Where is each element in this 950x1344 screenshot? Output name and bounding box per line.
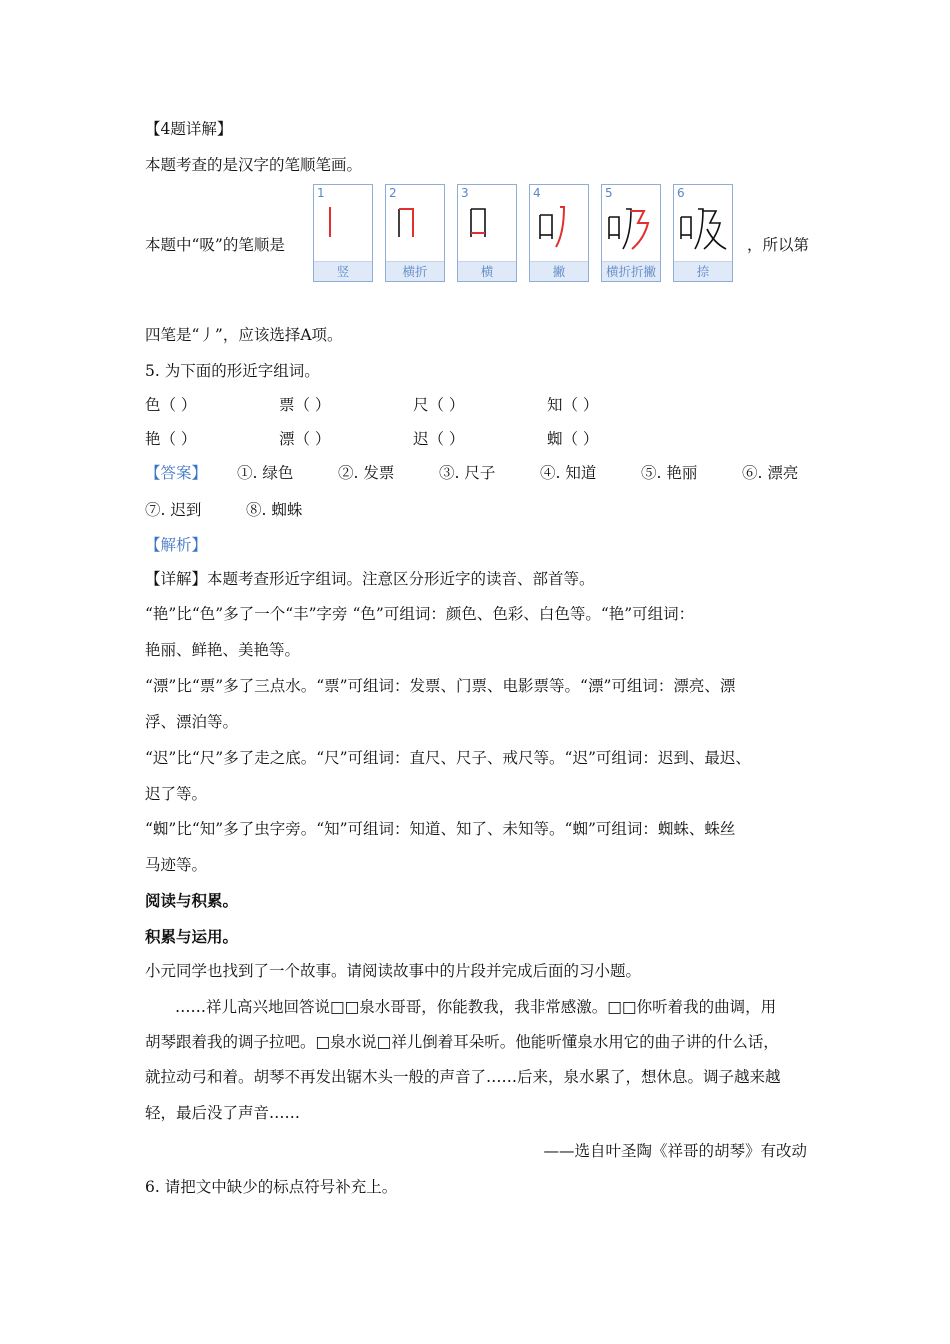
passage-line: 轻，最后没了声音…… [145,1104,301,1122]
passage-line: ……祥儿高兴地回答说□□泉水哥哥，你能教我，我非常感激。□□你听着我的曲调，用 [175,998,777,1016]
stroke-number: 3 [461,186,469,200]
explanation-line: “迟”比“尺”多了走之底。“尺”可组词：直尺、尺子、戒尺等。“迟”可组词：迟到、最迟、 [145,749,751,767]
word-blank: 尺（ ） [413,396,465,414]
stroke-4-glyph [530,195,588,255]
detail-text: 【详解】本题考查形近字组词。注意区分形近字的读音、部首等。 [145,570,595,588]
stroke-order-prefix: 本题中“吸”的笔顺是 [145,236,285,254]
answer-item: ④. 知道 [540,464,597,482]
stroke-name: 横折折撇 [602,261,660,281]
stroke-name: 横 [458,261,516,281]
explanation-line: 艳丽、鲜艳、美艳等。 [145,641,301,659]
answer-item: ③. 尺子 [439,464,496,482]
section-conclusion: 四笔是“丿”，应该选择A项。 [145,326,343,344]
word-blank: 色（ ） [145,396,197,414]
word-blank: 漂（ ） [279,430,331,448]
answer-item: ⑥. 漂亮 [742,464,799,482]
stroke-name: 撇 [530,261,588,281]
passage-source: ——选自叶圣陶《祥哥的胡琴》有改动 [543,1142,807,1160]
stroke-name: 横折 [386,261,444,281]
reading-title: 阅读与积累。 [145,891,239,910]
stroke-number: 2 [389,186,397,200]
stroke-6-glyph [674,195,732,255]
stroke-card-5 [601,184,661,282]
explanation-line: 浮、漂泊等。 [145,713,239,731]
stroke-card-1 [313,184,373,282]
stroke-card-2 [385,184,445,282]
stroke-3-glyph [458,195,516,255]
answer-item: ⑧. 蜘蛛 [246,501,303,519]
answer-label: 【答案】 [145,464,208,482]
word-blank: 知（ ） [547,396,599,414]
stroke-5-glyph [602,195,660,255]
analysis-label: 【解析】 [145,536,208,554]
stroke-order-suffix: ，所以第 [747,236,810,254]
passage-line: 胡琴跟着我的调子拉吧。□泉水说□祥儿倒着耳朵听。他能听懂泉水用它的曲子讲的什么话， [145,1033,779,1051]
explanation-line: 马迹等。 [145,856,208,874]
section-intro: 本题考查的是汉字的笔顺笔画。 [145,156,363,174]
explanation-line: “艳”比“色”多了一个“丰”字旁 “色”可组词：颜色、色彩、白色等。“艳”可组词： [145,605,695,623]
stroke-name: 竖 [314,261,372,281]
word-blank: 票（ ） [279,396,331,414]
section-heading: 【4题详解】 [145,120,233,138]
stroke-name: 捺 [674,261,732,281]
reading-subtitle: 积累与运用。 [145,927,239,946]
stroke-card-3 [457,184,517,282]
answer-item: ②. 发票 [338,464,395,482]
explanation-line: “漂”比“票”多了三点水。“票”可组词：发票、门票、电影票等。“漂”可组词：漂亮、漂 [145,677,736,695]
stroke-card-6 [673,184,733,282]
passage-line: 就拉动弓和着。胡琴不再发出锯木头一般的声音了……后来，泉水累了，想休息。调子越来越 [145,1068,781,1086]
reading-intro: 小元同学也找到了一个故事。请阅读故事中的片段并完成后面的习小题。 [145,962,642,980]
explanation-line: “蜘”比“知”多了虫字旁。“知”可组词：知道、知了、未知等。“蜘”可组词：蜘蛛、蛛丝 [145,820,736,838]
stroke-card-4 [529,184,589,282]
question-6-prompt: 6. 请把文中缺少的标点符号补充上。 [145,1178,398,1196]
explanation-line: 迟了等。 [145,785,208,803]
stroke-2-glyph [386,195,444,255]
question-5-prompt: 5. 为下面的形近字组词。 [145,362,320,380]
word-blank: 艳（ ） [145,430,197,448]
answer-item: ⑤. 艳丽 [641,464,698,482]
stroke-number: 4 [533,186,541,200]
stroke-1-glyph [314,195,372,255]
stroke-number: 6 [677,186,685,200]
word-blank: 迟（ ） [413,430,465,448]
stroke-number: 1 [317,186,325,200]
answer-item: ⑦. 迟到 [145,501,202,519]
stroke-number: 5 [605,186,613,200]
word-blank: 蜘（ ） [547,430,599,448]
answer-item: ①. 绿色 [237,464,294,482]
